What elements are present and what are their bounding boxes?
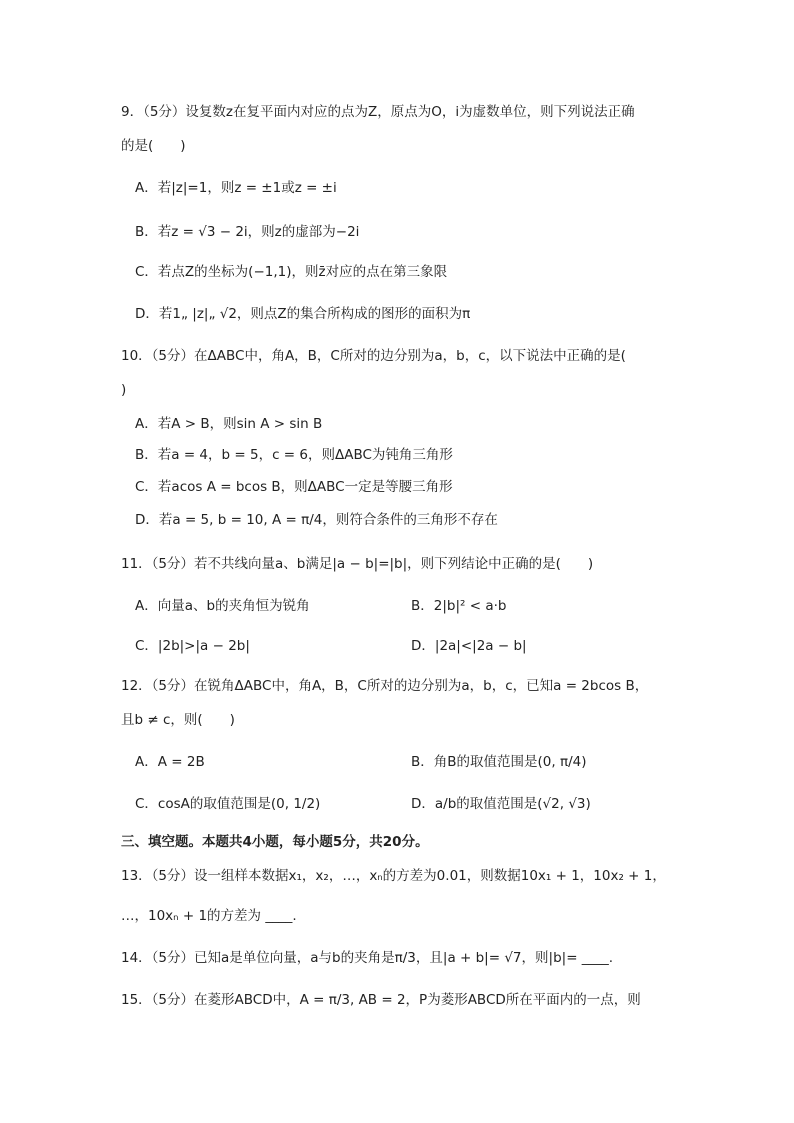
q12-option-a: A．A = 2B [135,754,205,770]
q11-option-c: C．|2b|>|a − 2b| [135,638,250,654]
q11-option-b: B．2|b|² < a·b [411,598,507,614]
q10-option-b: B．若a = 4，b = 5，c = 6，则ΔABC为钝角三角形 [135,447,453,463]
q10-stem-line2: ) [121,382,127,398]
q12-stem-line2: 且b ≠ c，则( ) [121,712,235,728]
q12-option-d: D．a/b的取值范围是(√2, √3) [411,796,591,812]
q12-option-b: B．角B的取值范围是(0, π/4) [411,754,587,770]
q9-option-b: B．若z = √3 − 2i，则z的虚部为−2i [135,224,360,240]
q12-stem-line1: 12．（5分）在锐角ΔABC中，角A，B，C所对的边分别为a，b，c，已知a = 2bcos B， [121,678,649,694]
q10-option-d: D．若a = 5, b = 10, A = π/4，则符合条件的三角形不存在 [135,512,498,528]
q10-stem-line1: 10．（5分）在ΔABC中，角A，B，C所对的边分别为a，b，c，以下说法中正确的是( [121,348,626,364]
q12-option-c: C．cosA的取值范围是(0, 1/2) [135,796,321,812]
section-3-heading: 三、填空题。本题共4小题，每小题5分，共20分。 [121,834,429,850]
q9-option-c: C．若点Z的坐标为(−1,1)，则z̄对应的点在第三象限 [135,264,448,280]
q11-option-a: A．向量a、b的夹角恒为锐角 [135,598,310,614]
q15-line1: 15．（5分）在菱形ABCD中，A = π/3, AB = 2，P为菱形ABCD所在平面内的一点，则 [121,992,641,1008]
q11-option-d: D．|2a|<|2a − b| [411,638,527,654]
q10-option-c: C．若acos A = bcos B，则ΔABC一定是等腰三角形 [135,479,453,495]
q14-line1: 14．（5分）已知a是单位向量，a与b的夹角是π/3，且|a + b|= √7，则|b|= ____. [121,950,614,966]
q10-option-a: A．若A > B，则sin A > sin B [135,416,323,432]
q13-line2: …，10xₙ + 1的方差为 ____. [121,908,297,924]
q11-stem: 11．（5分）若不共线向量a、b满足|a − b|=|b|，则下列结论中正确的是( ) [121,556,594,572]
q9-stem-line2: 的是( ) [121,138,186,154]
q13-line1: 13．（5分）设一组样本数据x₁，x₂，…，xₙ的方差为0.01，则数据10x₁ + 1，10x₂ + 1， [121,868,666,884]
q9-option-a: A．若|z|=1，则z = ±1或z = ±i [135,180,337,196]
q9-option-d: D．若1„ |z|„ √2，则点Z的集合所构成的图形的面积为π [135,306,471,322]
q9-stem-line1: 9．（5分）设复数z在复平面内对应的点为Z，原点为O，i为虚数单位，则下列说法正确 [121,104,635,120]
